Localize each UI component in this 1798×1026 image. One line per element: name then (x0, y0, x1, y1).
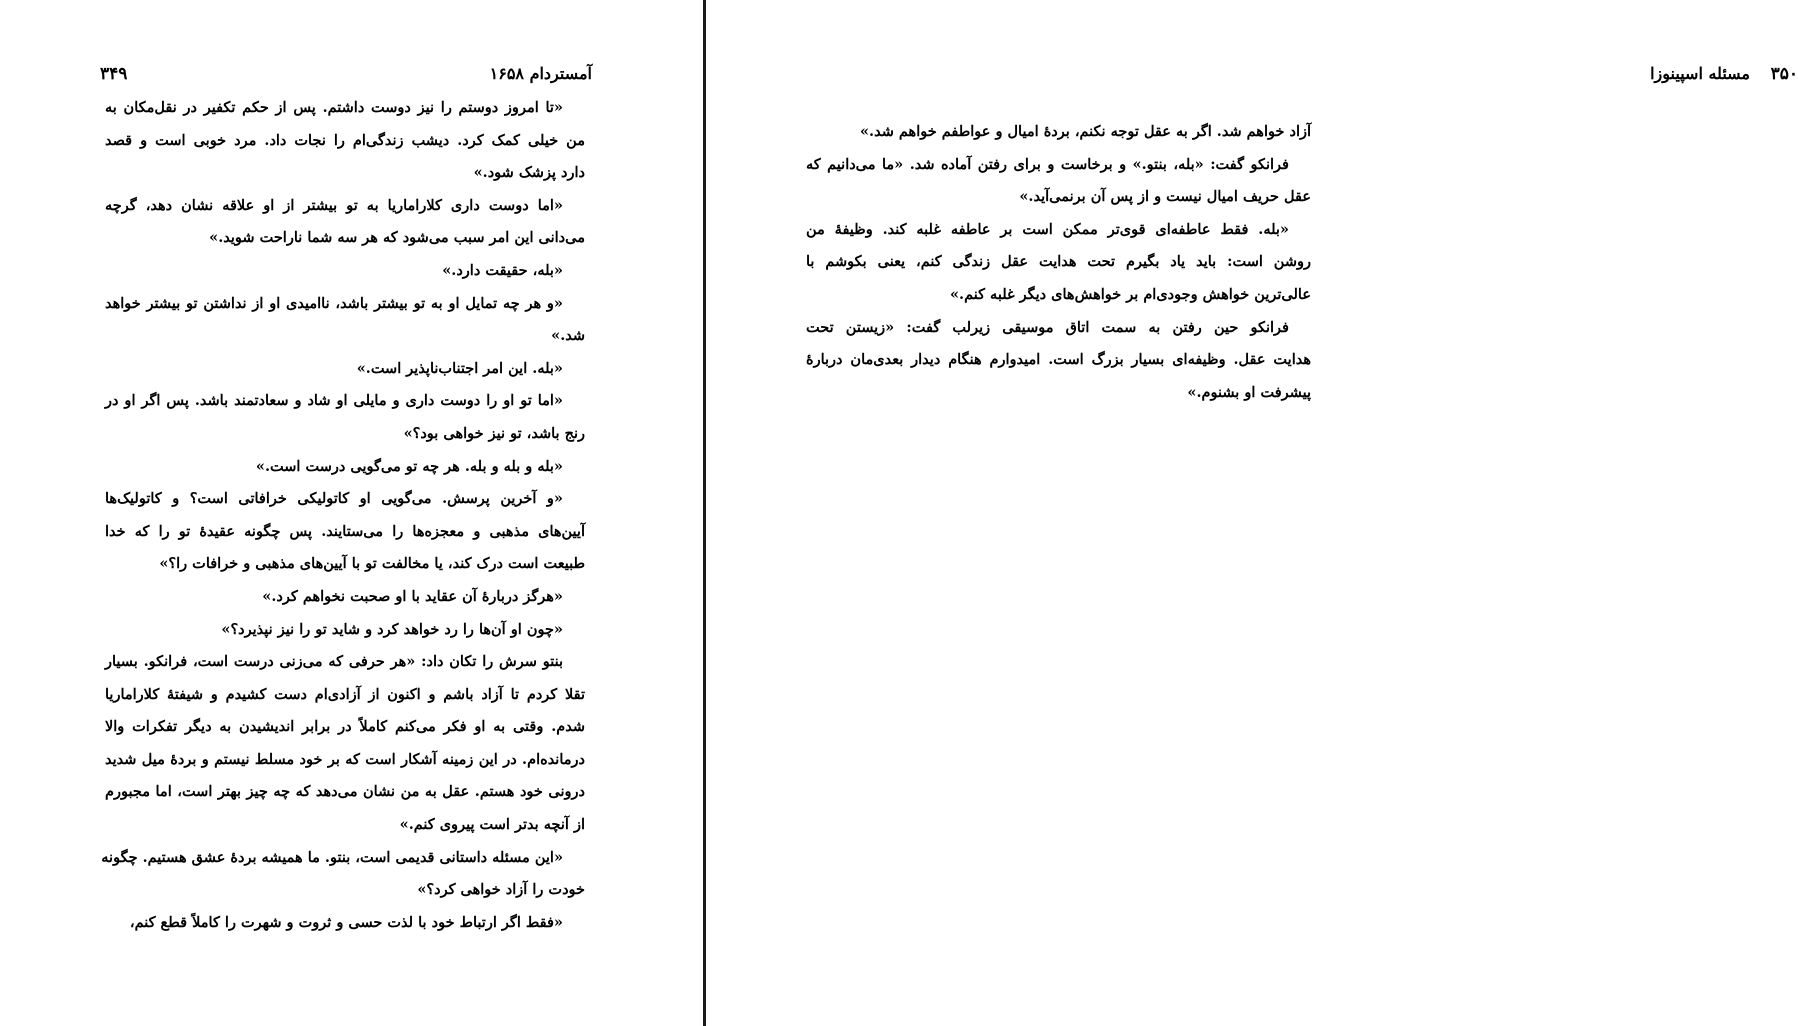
page-number: ۳۴۹ (100, 64, 128, 84)
text-line: «اما دوست داری کلاراماریا به تو بیشتر از او علاقه نشان دهد، گرچه (105, 196, 563, 214)
text-line: طبیعت است درک کند، یا مخالفت تو با آیین‌های مذهبی و خرافات را؟» (159, 555, 585, 573)
left-page-text (101, 92, 585, 939)
text-line: درمانده‌ام. در این زمینه آشکار است که بر خود مسلط نیستم و بردهٔ میل شدید (105, 750, 585, 768)
text-line: فرانکو حین رفتن به سمت اتاق موسیقی زیرلب گفت: «زیستن تحت (806, 318, 1289, 336)
text-line: «این مسئله داستانی قدیمی است، بنتو. ما همیشه بردهٔ عشق هستیم. چگونه (101, 848, 563, 866)
text-line: «بله. این امر اجتناب‌ناپذیر است.» (356, 359, 563, 377)
text-line: می‌دانی این امر سبب می‌شود که هر سه شما ناراحت شوید.» (209, 229, 585, 247)
text-line: عقل حریف امیال نیست و از پس آن برنمی‌آید.» (1019, 188, 1311, 206)
book-spine (703, 0, 706, 1026)
text-line: آیین‌های مذهبی و معجزه‌ها را می‌ستایند. پس چگونه عقیدهٔ تو را که خدا (105, 522, 585, 540)
running-title: مسئله اسپینوزا (1650, 64, 1750, 83)
text-line: «بله، حقیقت دارد.» (442, 261, 563, 279)
running-title: آمستردام ۱۶۵۸ (489, 64, 592, 83)
text-line: من خیلی کمک کرد. دیشب زندگی‌ام را نجات داد. مرد خوبی است و قصد (105, 131, 585, 149)
text-line: «و هر چه تمایل او به تو بیشتر باشد، ناامیدی او از نداشتن تو بیشتر خواهد (105, 294, 563, 312)
text-line: «بله. فقط عاطفه‌ای قوی‌تر ممکن است بر عاطفه غلبه کند. وظیفهٔ من (806, 220, 1289, 238)
text-line: شدم. وقتی به او فکر می‌کنم کاملاً در برابر اندیشیدن به دیگر تفکرات والا (105, 718, 585, 736)
text-line: «و آخرین پرسش. می‌گویی او کاتولیکی خرافاتی است؟ و کاتولیک‌ها (105, 490, 563, 508)
text-line: درونی خود هستم. عقل به من نشان می‌دهد که چه چیز بهتر است، اما مجبورم (105, 783, 585, 801)
text-line: هدایت عقل. وظیفه‌ای بسیار بزرگ است. امیدوارم هنگام دیدار بعدی‌مان دربارهٔ (806, 351, 1311, 369)
text-line: «فقط اگر ارتباط خود با لذت حسی و ثروت و شهرت را کاملاً قطع کنم، (129, 913, 563, 931)
text-line: پیشرفت او بشنوم.» (1187, 383, 1311, 401)
text-line: «چون او آن‌ها را رد خواهد کرد و شاید تو را نیز نپذیرد؟» (221, 620, 563, 638)
left-page-header (100, 64, 592, 88)
text-line: «تا امروز دوستم را نیز دوست داشتم. پس از حکم تکفیر در نقل‌مکان به (105, 99, 563, 116)
text-line: از آنچه بدتر است پیروی کنم.» (399, 816, 585, 834)
text-line: تقلا کردم تا آزاد باشم و اکنون از آزادی‌ام دست کشیدم و شیفتهٔ کلاراماریا (105, 685, 585, 703)
text-line: آزاد خواهم شد. اگر به عقل توجه نکنم، بردهٔ امیال و عواطفم خواهم شد.» (859, 123, 1311, 140)
right-page-text (806, 116, 1311, 409)
text-line: «هرگز دربارهٔ آن عقاید با او صحبت نخواهم کرد.» (262, 587, 563, 605)
text-line: «اما تو او را دوست داری و مایلی او شاد و سعادتمند باشد. پس اگر او در (105, 392, 563, 410)
page-number: ۳۵۰ (1770, 64, 1798, 84)
text-line: رنج باشد، تو نیز خواهی بود؟» (403, 424, 585, 442)
text-line: بنتو سرش را تکان داد: «هر حرفی که می‌زنی درست است، فرانکو. بسیار (105, 653, 563, 671)
right-page (708, 0, 1798, 1026)
text-line: «بله و بله و بله. هر چه تو می‌گویی درست است.» (255, 457, 563, 475)
text-line: عالی‌ترین خواهش وجودی‌ام بر خواهش‌های دیگر غلبه کنم.» (949, 285, 1311, 303)
right-page-header (1178, 64, 1798, 88)
text-line: فرانکو گفت: «بله، بنتو.» و برخاست و برای رفتن آماده شد. «ما می‌دانیم که (806, 155, 1289, 173)
text-line: روشن است: باید یاد بگیرم تحت هدایت عقل زندگی کنم، یعنی بکوشم با (806, 253, 1311, 271)
text-line: دارد پزشک شود.» (473, 164, 585, 182)
text-line: خودت را آزاد خواهی کرد؟» (417, 881, 585, 899)
left-page (0, 0, 703, 1026)
text-line: شد.» (551, 327, 585, 345)
